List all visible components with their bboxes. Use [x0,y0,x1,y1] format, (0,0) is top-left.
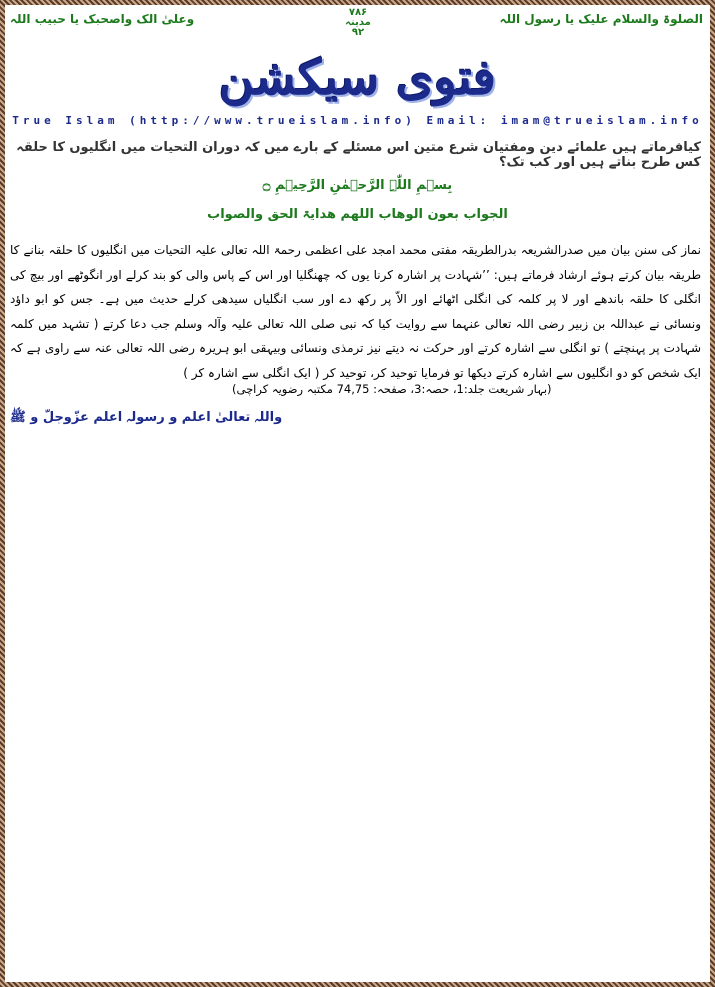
site-contact-line: True Islam (http://www.trueislam.info) Email: imam@trueislam.info [12,114,703,127]
seal-number-top: ۷۸۶ [348,7,368,18]
reference-citation: (بہار شریعت جلد:1، حصہ:3، صفحہ: 74,75 مکتبہ رضویہ کراچی) [232,382,552,396]
seal-number-bottom: ۹۲ [351,27,365,38]
page-title: فتوی سیکشن [218,50,497,106]
header-salutation-left: وعلیٰ الک واصحبک یا حبیب اللہ [10,12,195,26]
closing-line: واللہ تعالیٰ اعلم و رسولہ اعلم عزّوجلّ و ﷺ [10,410,283,425]
seal-madina-text: مدینہ [345,17,371,28]
answer-heading: الجواب بعون الوھاب اللھم ھدایۃ الحق والصواب [207,207,508,222]
question-text: کیافرماتے ہیں علمائے دین ومفتیان شرع متین اس مسئلے کے بارے میں کہ دوران التحیات میں انگلیوں کا حلقہ کس طرح بناتے ہیں اور کب تک؟ [16,140,701,170]
answer-body: نماز کی سنن بیان میں صدرالشریعہ بدرالطریقہ مفتی محمد امجد علی اعظمی رحمۃ اللہ تعالی علیہ التحیات میں انگلیوں کا حلقہ بنانے کا طریقہ بیان کرتے ہوئے ارشاد فرماتے ہیں: ’’شہادت پر اشارہ کرنا یوں کہ چھنگلیا اور اس کے پاس والی کو بند کرلے اور انگوٹھے اور بیچ کی انگلی کا حلقہ باندھے اور لا پر کلمہ کی انگلی اٹھائے اور الاّ پر رکھ دے اور سب انگلیاں سیدھی کرلے حدیث میں ہے۔ جس کو ابو داؤد ونسائی نے عبداللہ بن زبیر رضی اللہ تعالی عنہما سے روایت کیا کہ نبی صلی اللہ تعالی علیہ وآلہ وسلم جب دعا کرتے ( تشہد میں کلمہ شہادت پر پہنچتے ) تو انگلی سے اشارہ کرتے اور حرکت نہ دیتے نیز ترمذی ونسائی وبیہقی ابو ہریرہ رضی اللہ تعالی عنہ سے راوی ہے کہ ایک شخص کو دو انگلیوں سے اشارہ کرتے دیکھا تو فرمایا توحید کر، توحید کر ( ایک انگلی سے اشارہ کر ) [10,243,702,380]
header-salutation-right: الصلوۃ والسلام علیک یا رسول اللہ [499,12,703,26]
madina-seal [340,8,376,38]
bismillah: بِسۡمِ اللّٰہِ الرَّحۡمٰنِ الرَّحِیۡمِ ۝ [262,178,453,193]
